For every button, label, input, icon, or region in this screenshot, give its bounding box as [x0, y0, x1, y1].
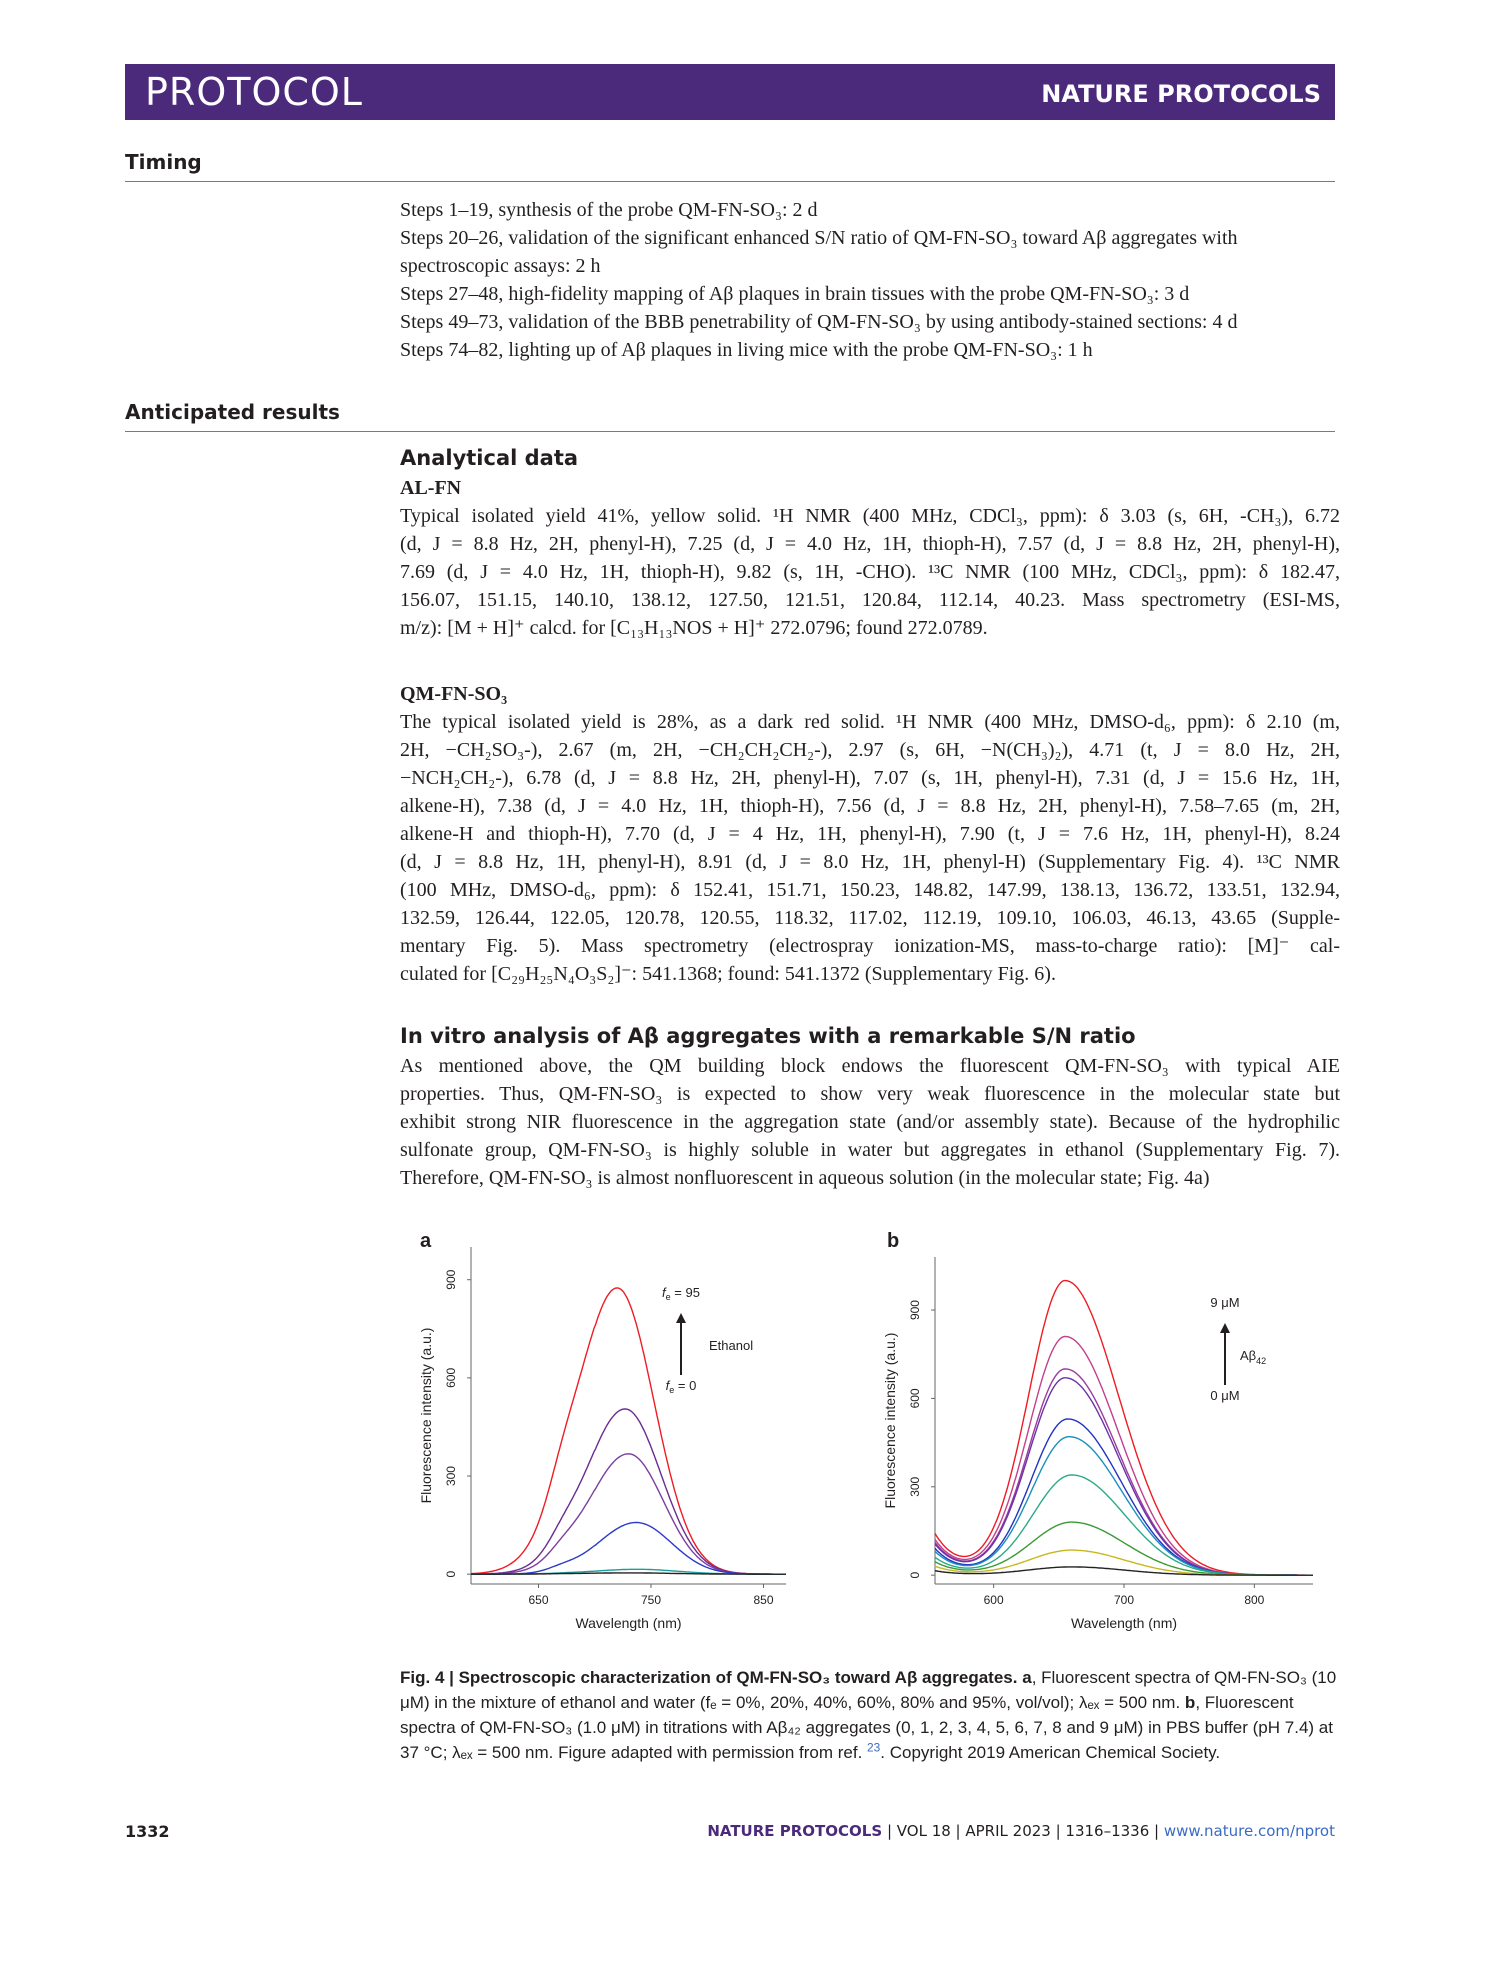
qmfn-line: 2H, −CH₂SO₃-), 2.67 (m, 2H, −CH₂CH₂CH₂-), 2.97 (s, 6H, −N(CH₃)₂), 4.71 (t, J = 8.0 Hz, 2H,	[400, 739, 1340, 761]
qmfn-line: 132.59, 126.44, 122.05, 120.78, 120.55, 118.32, 117.02, 112.19, 109.10, 106.03, 46.13, 43.65 (Supple-	[400, 907, 1340, 929]
invitro-heading: In vitro analysis of Aβ aggregates with a remarkable S/N ratio	[400, 1024, 1136, 1048]
series-line	[471, 1288, 786, 1574]
qmfn-line: (d, J = 8.8 Hz, 1H, phenyl-H), 8.91 (d, J = 8.0 Hz, 1H, phenyl-H) (Supplementary Fig. 4). ¹³C NMR	[400, 851, 1340, 873]
y-axis-title: Fluorescence intensity (a.u.)	[418, 1327, 434, 1504]
analytical-heading: Analytical data	[400, 446, 579, 470]
timing-step: Steps 20–26, validation of the significant enhanced S/N ratio of QM-FN-SO₃ toward Aβ aggregates with	[400, 227, 1238, 249]
y-tick-label: 900	[908, 1300, 922, 1321]
analytical-section	[400, 446, 1340, 642]
figure-4	[400, 1225, 1340, 1665]
x-tick-label: 600	[983, 1593, 1004, 1607]
x-axis-title: Wavelength (nm)	[575, 1615, 682, 1631]
caption-b-text: , Fluorescent spectra of QM-FN-SO₃ (1.0 μM) in titrations with Aβ₄₂ aggregates (0, 1, 2, 3, 4, 5, 6, 7, 8 and 9 μM) in PBS buffer (pH 7.4) at 37 °C; λₑₓ = 500 nm. Figure adapted with permission from ref.	[400, 1693, 1333, 1762]
x-tick-label: 800	[1244, 1593, 1265, 1607]
caption-ref-link[interactable]: 23	[867, 1740, 881, 1755]
series-line	[471, 1523, 786, 1575]
y-tick-label: 300	[908, 1476, 922, 1497]
timing-step: spectroscopic assays: 2 h	[400, 255, 601, 277]
footer-issue: | VOL 18 | APRIL 2023 | 1316–1336 |	[882, 1822, 1164, 1840]
qmfn-line: The typical isolated yield is 28%, as a dark red solid. ¹H NMR (400 MHz, DMSO-d₆, ppm): δ 2.10 (m,	[400, 711, 1340, 733]
alfn-line: 156.07, 151.15, 140.10, 138.12, 127.50, 121.51, 120.84, 112.14, 40.23. Mass spectrometry (ESI-MS,	[400, 589, 1340, 611]
series-line	[935, 1337, 1313, 1576]
timing-list	[400, 196, 1340, 364]
figure-4-svg	[400, 1225, 1340, 1665]
qmfn-line: −NCH₂CH₂-), 6.78 (d, J = 8.8 Hz, 2H, phenyl-H), 7.07 (s, 1H, phenyl-H), 7.31 (d, J = 15.6 Hz, 1H,	[400, 767, 1340, 789]
y-tick-label: 600	[444, 1367, 458, 1388]
qmfn-section	[400, 680, 1340, 988]
qmfn-paragraph	[400, 708, 1340, 988]
series-line	[935, 1281, 1313, 1576]
annotation-top: 9 μM	[1210, 1295, 1240, 1310]
invitro-line: exhibit strong NIR fluorescence in the aggregation state (and/or assembly state). Because of the hydrophilic	[400, 1111, 1340, 1133]
y-axis-title: Fluorescence intensity (a.u.)	[882, 1332, 898, 1509]
series-line	[471, 1454, 786, 1574]
panel-letter: a	[420, 1230, 432, 1252]
invitro-section	[400, 1024, 1340, 1192]
arrow-head-icon	[676, 1313, 686, 1323]
annotation-top: $f_e = 95$	[662, 1285, 700, 1302]
qmfn-line: alkene-H and thioph-H), 7.70 (d, J = 4 Hz, 1H, phenyl-H), 7.90 (t, J = 7.6 Hz, 1H, phenyl-H), 8.24	[400, 823, 1340, 845]
compound-name-qmfn: QM-FN-SO₃	[400, 683, 508, 705]
page-number: 1332	[125, 1822, 170, 1841]
footer-brand: NATURE PROTOCOLS	[707, 1822, 883, 1840]
alfn-line: Typical isolated yield 41%, yellow solid. ¹H NMR (400 MHz, CDCl₃, ppm): δ 3.03 (s, 6H, -CH₃), 6.72	[400, 505, 1340, 527]
x-tick-label: 750	[640, 1593, 662, 1607]
figure-caption	[400, 1665, 1340, 1765]
caption-b-label: b	[1184, 1693, 1196, 1712]
journal-name: NATURE PROTOCOLS	[1041, 80, 1321, 108]
annotation-bottom: $f_e = 0$	[665, 1378, 697, 1395]
alfn-line: m/z): [M + H]⁺ calcd. for [C₁₃H₁₃NOS + H]⁺ 272.0796; found 272.0789.	[400, 617, 988, 639]
invitro-line: As mentioned above, the QM building block endows the fluorescent QM-FN-SO₃ with typical AIE	[400, 1055, 1340, 1077]
timing-step: Steps 49–73, validation of the BBB penetrability of QM-FN-SO₃ by using antibody-stained sections: 4 d	[400, 311, 1238, 333]
panel-letter: b	[887, 1230, 900, 1252]
invitro-line: Therefore, QM-FN-SO₃ is almost nonfluorescent in aqueous solution (in the molecular state; Fig. 4a)	[400, 1167, 1210, 1189]
alfn-line: 7.69 (d, J = 4.0 Hz, 1H, thioph-H), 9.82 (s, 1H, -CHO). ¹³C NMR (100 MHz, CDCl₃, ppm): δ 182.47,	[400, 561, 1340, 583]
qmfn-line: mentary Fig. 5). Mass spectrometry (electrospray ionization-MS, mass-to-charge ratio): [M]⁻ cal-	[400, 935, 1340, 957]
timing-heading: Timing	[125, 150, 202, 174]
timing-step: Steps 1–19, synthesis of the probe QM-FN-SO₃: 2 d	[400, 199, 818, 221]
x-tick-label: 650	[528, 1593, 549, 1607]
invitro-line: properties. Thus, QM-FN-SO₃ is expected to show very weak fluorescence in the molecular state but	[400, 1083, 1340, 1105]
x-axis-title: Wavelength (nm)	[1070, 1615, 1178, 1631]
timing-rule	[125, 181, 1335, 182]
y-tick-label: 600	[908, 1388, 922, 1409]
y-tick-label: 0	[444, 1570, 458, 1578]
panel-b	[882, 1230, 1313, 1631]
series-line	[935, 1419, 1313, 1575]
caption-tail: . Copyright 2019 American Chemical Society.	[880, 1743, 1221, 1762]
caption-a-label: a	[1022, 1668, 1032, 1687]
timing-step: Steps 27–48, high-fidelity mapping of Aβ plaques in brain tissues with the probe QM-FN-SO₃: 3 d	[400, 283, 1190, 305]
caption-lead: Fig. 4 | Spectroscopic characterization of QM-FN-SO₃ toward Aβ aggregates.	[400, 1668, 1018, 1687]
arrow-head-icon	[1220, 1323, 1230, 1333]
series-line	[471, 1409, 786, 1574]
alfn-line: (d, J = 8.8 Hz, 2H, phenyl-H), 7.25 (d, J = 4.0 Hz, 1H, thioph-H), 7.57 (d, J = 8.8 Hz, 2H, phenyl-H),	[400, 533, 1340, 555]
compound-name-alfn: AL-FN	[400, 477, 462, 499]
series-line	[935, 1369, 1313, 1575]
annotation-middle: $A\beta_{42}$	[1240, 1348, 1267, 1366]
section-label: PROTOCOL	[145, 70, 363, 114]
invitro-line: sulfonate group, QM-FN-SO₃ is highly soluble in water but aggregates in ethanol (Supplementary Fig. 7).	[400, 1139, 1340, 1161]
qmfn-line: alkene-H), 7.38 (d, J = 4.0 Hz, 1H, thioph-H), 7.56 (d, J = 8.8 Hz, 2H, phenyl-H), 7.58–7.65 (m, 2H,	[400, 795, 1340, 817]
footer-url-link[interactable]: www.nature.com/nprot	[1163, 1822, 1335, 1840]
timing-step: Steps 74–82, lighting up of Aβ plaques in living mice with the probe QM-FN-SO₃: 1 h	[400, 339, 1093, 361]
anticipated-rule	[125, 431, 1335, 432]
y-tick-label: 900	[444, 1269, 458, 1290]
anticipated-heading: Anticipated results	[125, 400, 340, 424]
panel-a	[418, 1230, 786, 1631]
y-tick-label: 0	[908, 1571, 922, 1579]
qmfn-line: culated for [C₂₉H₂₅N₄O₃S₂]⁻: 541.1368; found: 541.1372 (Supplementary Fig. 6).	[400, 963, 1056, 985]
series-line	[935, 1378, 1313, 1575]
x-tick-label: 850	[753, 1593, 774, 1607]
caption-a-text: , Fluorescent spectra of QM-FN-SO₃ (10 μM) in the mixture of ethanol and water (fₑ = 0%, 20%, 40%, 60%, 80% and 95%, vol/vol); λₑₓ = 500 nm.	[400, 1668, 1337, 1712]
x-tick-label: 700	[1113, 1593, 1135, 1607]
qmfn-line: (100 MHz, DMSO-d₆, ppm): δ 152.41, 151.71, 150.23, 148.82, 147.99, 138.13, 136.72, 133.51, 132.94,	[400, 879, 1340, 901]
invitro-paragraph	[400, 1052, 1340, 1192]
annotation-bottom: 0 μM	[1210, 1388, 1240, 1403]
header-banner	[125, 64, 1335, 120]
annotation-middle: Ethanol	[709, 1338, 754, 1353]
alfn-paragraph	[400, 502, 1340, 642]
y-tick-label: 300	[444, 1466, 458, 1487]
series-line	[935, 1567, 1313, 1575]
footer-citation	[707, 1822, 1335, 1840]
